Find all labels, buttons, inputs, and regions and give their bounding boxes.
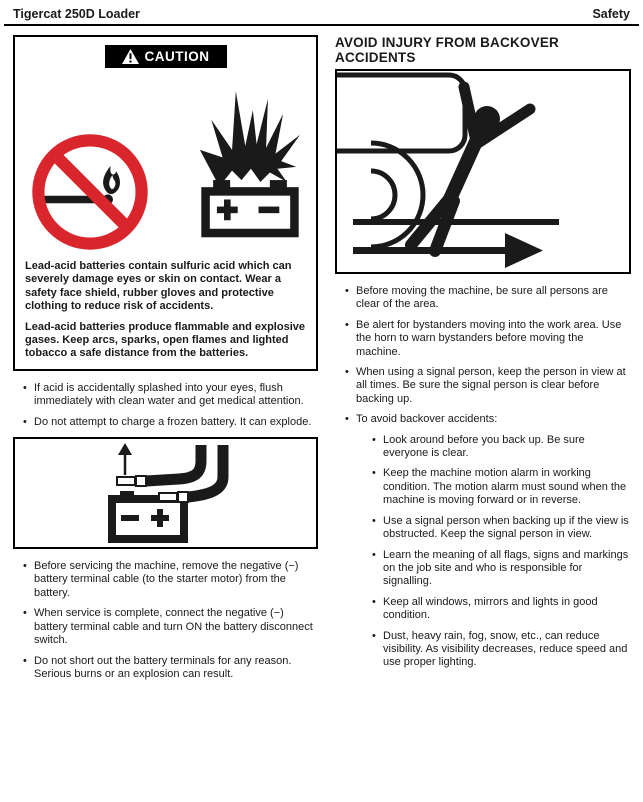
list-item: • If acid is accidentally splashed into your eyes, flush immediately with clean water and get medical attention. bbox=[22, 382, 318, 409]
header-section-title: Safety bbox=[592, 7, 630, 21]
caution-box bbox=[13, 35, 318, 371]
backover-sub-list bbox=[356, 434, 631, 670]
list-item: • To avoid backover accidents: • Look around before you back up. Be sure everyone is clear. • Keep the machine motion alarm in working condition. The motion alarm must sound when the machine is moving forward or in reverse. • Use a signal person when backing up if the view is obstructed. Keep the signal person in view. • Learn the meaning of all flags, signs and markings on the job site and who is responsible for signalling. • Keep all windows, mirrors and lights in good condition. • Dust, heavy rain, fog, snow, etc., can reduce visibility. As visibility decreases, reduce speed and use proper lighting. bbox=[344, 413, 631, 670]
list-item: • Keep the machine motion alarm in working condition. The motion alarm must sound when the machine is moving forward or in reverse. bbox=[371, 467, 631, 507]
list-item: • Use a signal person when backing up if the view is obstructed. Keep the signal person in view. bbox=[371, 515, 631, 542]
two-column-layout bbox=[0, 26, 643, 688]
list-item: • Dust, heavy rain, fog, snow, etc., can reduce visibility. As visibility decreases, reduce speed and use proper lighting. bbox=[371, 630, 631, 670]
caution-artwork bbox=[25, 71, 306, 253]
right-column bbox=[335, 35, 631, 677]
list-item: • When service is complete, connect the negative (−) battery terminal cable and turn ON the battery disconnect switch. bbox=[22, 607, 318, 647]
warning-triangle-icon bbox=[122, 49, 139, 64]
backover-image-box bbox=[335, 69, 631, 274]
battery-service-list bbox=[13, 560, 318, 681]
acid-safety-list bbox=[13, 382, 318, 429]
caution-banner bbox=[105, 45, 227, 68]
page-header bbox=[0, 0, 643, 21]
list-item: • Keep all windows, mirrors and lights in good condition. bbox=[371, 596, 631, 623]
list-item: • Do not attempt to charge a frozen battery. It can explode. bbox=[22, 416, 318, 429]
list-item: • Do not short out the battery terminals for any reason. Serious burns or an explosion can result. bbox=[22, 655, 318, 682]
list-item: • Be alert for bystanders moving into the work area. Use the horn to warn bystanders before moving the machine. bbox=[344, 319, 631, 359]
backover-illustration bbox=[337, 71, 629, 268]
header-model-title: Tigercat 250D Loader bbox=[13, 7, 140, 21]
list-item: • Look around before you back up. Be sure everyone is clear. bbox=[371, 434, 631, 461]
left-column bbox=[13, 35, 318, 688]
list-item: • When using a signal person, keep the person in view at all times. Be sure the signal person is clear before backing up. bbox=[344, 366, 631, 406]
battery-cable-removal-image bbox=[17, 441, 314, 545]
caution-paragraph: Lead-acid batteries contain sulfuric acid which can severely damage eyes or skin on contact. Wear a safety face shield, rubber gloves and protective clothing to reduce risk of accidents. bbox=[25, 260, 292, 313]
caution-paragraph: Lead-acid batteries produce flammable and explosive gases. Keep arcs, sparks, open flames and lighted tobacco a safe distance from the batteries. bbox=[25, 320, 305, 360]
backover-list bbox=[335, 285, 631, 670]
list-item: • Learn the meaning of all flags, signs and markings on the job site and who is responsible for signalling. bbox=[371, 549, 631, 589]
caution-banner-label: CAUTION bbox=[144, 49, 210, 64]
backover-heading: AVOID INJURY FROM BACKOVER ACCIDENTS bbox=[335, 35, 559, 65]
no-smoking-icon bbox=[29, 131, 151, 253]
list-item: • Before moving the machine, be sure all persons are clear of the area. bbox=[344, 285, 631, 312]
battery-cable-image-box bbox=[13, 437, 318, 549]
list-item: • Before servicing the machine, remove the negative (−) battery terminal cable (to the starter motor) from the battery. bbox=[22, 560, 318, 600]
exploding-battery-icon bbox=[198, 89, 302, 239]
